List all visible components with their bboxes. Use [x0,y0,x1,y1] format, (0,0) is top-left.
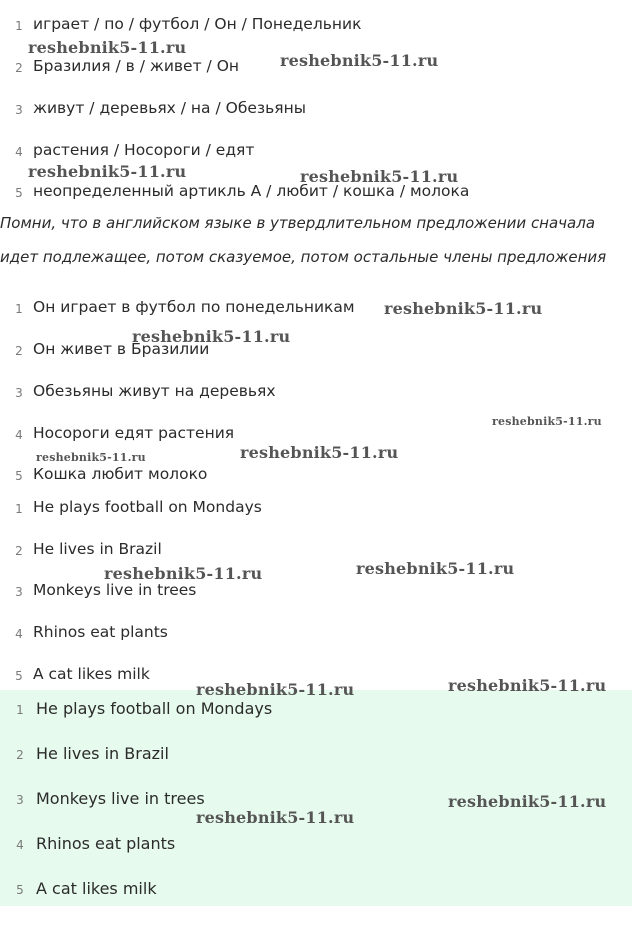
watermark: reshebnik5-11.ru [384,299,543,318]
list-item [0,622,632,650]
list-item [0,98,632,126]
list-item [0,339,632,367]
item-text: Бразилия / в / живет / Он [33,57,240,75]
item-number: 2 [15,544,23,558]
list-item [0,743,632,773]
item-number: 3 [15,585,23,599]
item-text: Обезьяны живут на деревьях [33,382,276,400]
watermark: reshebnik5-11.ru [240,443,399,462]
item-number: 2 [15,344,23,358]
watermark: reshebnik5-11.ru [196,680,355,699]
hint-line-2: идет подлежащее, потом сказуемое, потом остальные члены предложения [0,248,607,266]
item-text: Носороги едят растения [33,424,235,442]
item-text: He plays football on Mondays [36,699,273,718]
watermark: reshebnik5-11.ru [28,38,187,57]
item-number: 1 [16,703,24,717]
watermark: reshebnik5-11.ru [356,559,515,578]
item-number: 5 [15,186,23,200]
watermark: reshebnik5-11.ru [448,792,607,811]
item-number: 1 [15,502,23,516]
watermark: reshebnik5-11.ru [448,676,607,695]
watermark: reshebnik5-11.ru [196,808,355,827]
item-number: 3 [15,386,23,400]
list-item [0,497,632,525]
item-text: He plays football on Mondays [33,498,262,516]
item-text: играет / по / футбол / Он / Понедельник [33,15,362,33]
list-item [0,580,632,608]
item-text: Monkeys live in trees [33,581,197,599]
item-number: 3 [16,793,24,807]
item-text: A cat likes milk [33,665,150,683]
item-text: живут / деревьях / на / Обезьяны [33,99,306,117]
list-item [0,464,632,492]
item-number: 1 [15,19,23,33]
list-item [0,539,632,567]
item-text: He lives in Brazil [36,744,169,763]
item-number: 4 [15,145,23,159]
item-text: Он играет в футбол по понедельникам [33,298,355,316]
hint-line-1: Помни, что в английском языке в утвердлительном предложении сначала [0,214,596,232]
item-number: 1 [15,302,23,316]
item-text: He lives in Brazil [33,540,162,558]
list-item [0,381,632,409]
item-text: Кошка любит молоко [33,465,208,483]
item-number: 2 [16,748,24,762]
item-number: 5 [15,669,23,683]
item-text: Rhinos eat plants [33,623,168,641]
item-number: 4 [15,627,23,641]
watermark: reshebnik5-11.ru [492,415,602,428]
item-text: Rhinos eat plants [36,834,176,853]
item-text: Он живет в Бразилии [33,340,210,358]
item-number: 5 [15,469,23,483]
item-text: растения / Носороги / едят [33,141,255,159]
item-number: 5 [16,883,24,897]
list-item [0,833,632,863]
item-text: A cat likes milk [36,879,157,898]
list-item [0,698,632,728]
item-number: 3 [15,103,23,117]
list-item [0,878,632,908]
watermark: reshebnik5-11.ru [132,327,291,346]
item-text: неопределенный артикль A / любит / кошка / молока [33,182,470,200]
item-text: Monkeys live in trees [36,789,205,808]
watermark: reshebnik5-11.ru [28,162,187,181]
watermark: reshebnik5-11.ru [104,564,263,583]
item-number: 2 [15,61,23,75]
item-number: 4 [15,428,23,442]
item-number: 4 [16,838,24,852]
watermark: reshebnik5-11.ru [36,451,146,464]
watermark: reshebnik5-11.ru [300,167,459,186]
watermark: reshebnik5-11.ru [280,51,439,70]
